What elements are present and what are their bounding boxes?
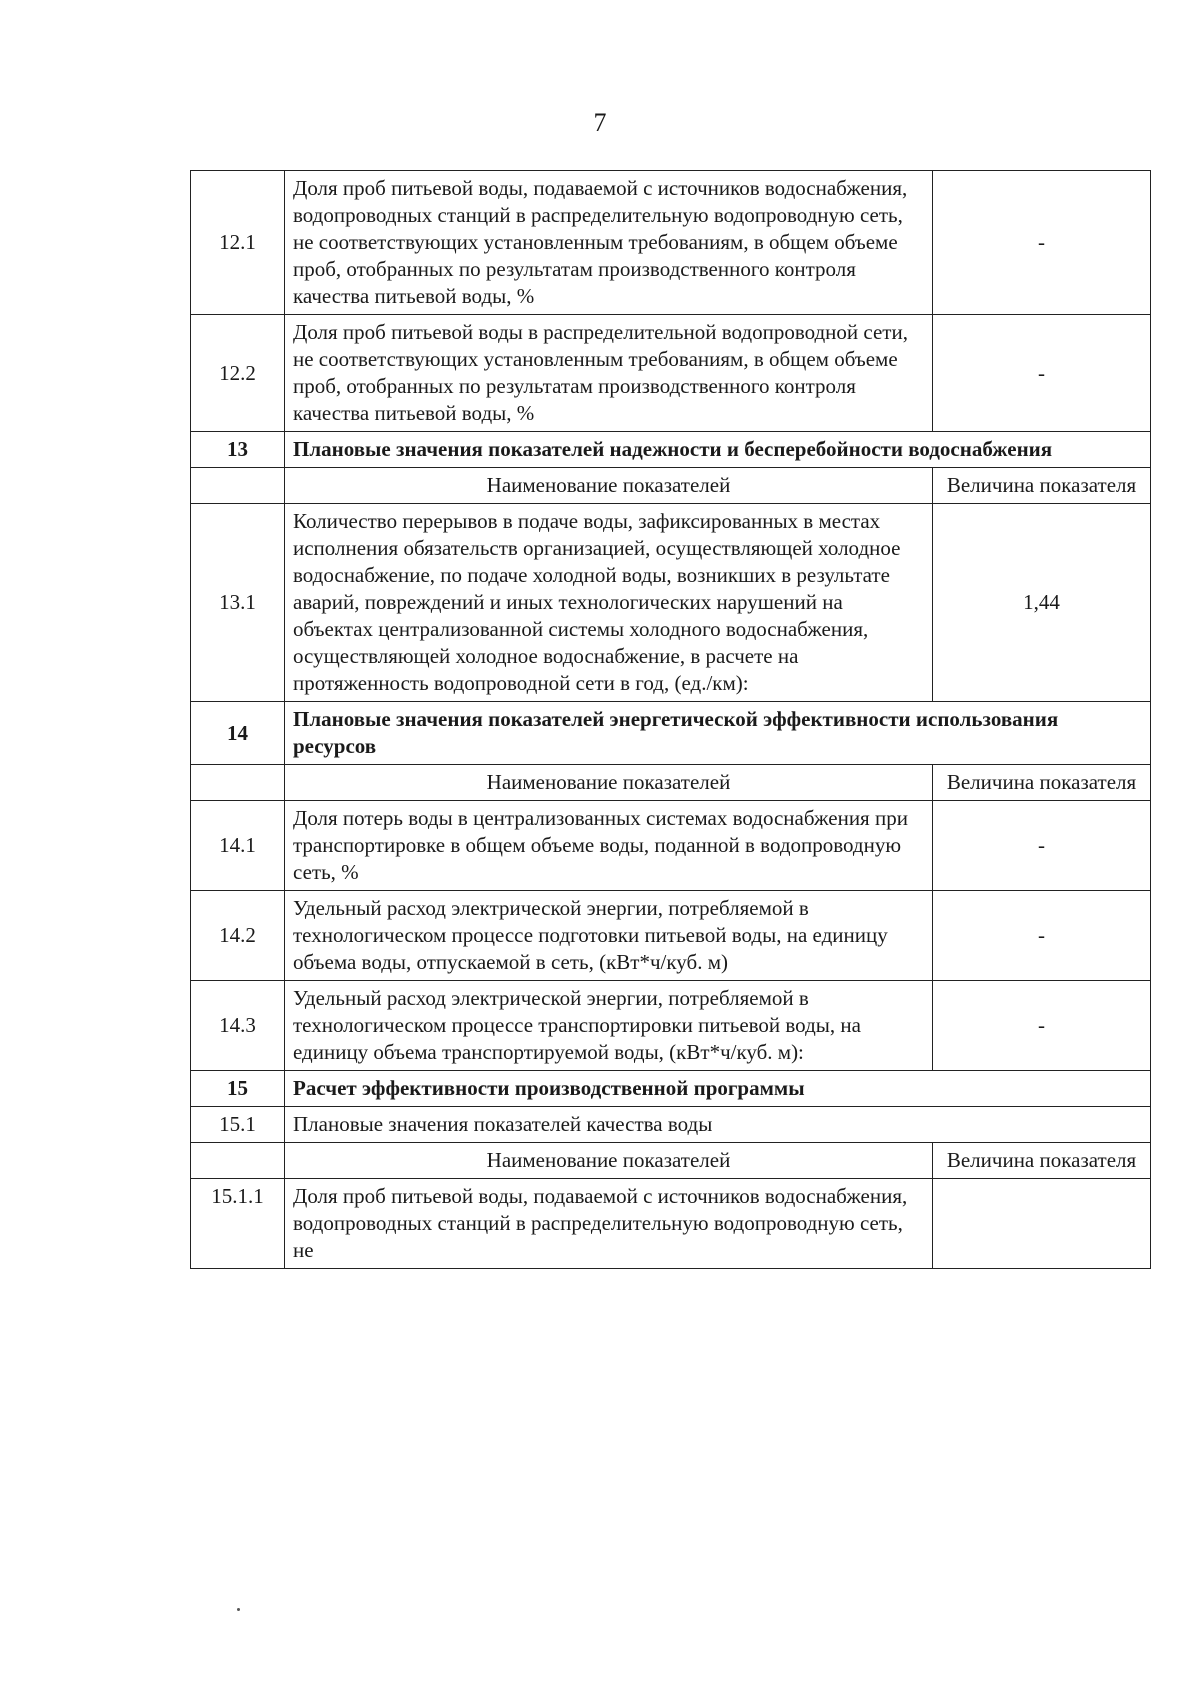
indicator-name: Количество перерывов в подаче воды, зафиксированных в местах исполнения обязательств организацией, осуществляющей холодное водоснабжение, по подаче холодной воды, возникших в результате аварий, повреждений и иных технологических нарушений на объектах централизованной системы холодного водоснабжения, осуществляющей холодное водоснабжение, в расчете на протяженность водопроводной сети в год, (ед./км): [285,504,933,702]
indicator-name: Доля проб питьевой воды, подаваемой с источников водоснабжения, водопроводных станций в распределительную водопроводную сеть, не соответствующих установленным требованиям, в общем объеме проб, отобранных по результатам производственного контроля качества питьевой воды, % [285,171,933,315]
indicator-value [933,1179,1151,1269]
column-header-name: Наименование показателей [285,468,933,504]
section-title: Плановые значения показателей энергетической эффективности использования ресурсов [285,702,1151,765]
header-empty-cell [191,1143,285,1179]
table-row [191,432,1151,468]
header-empty-cell [191,765,285,801]
table-row [191,1143,1151,1179]
column-header-value: Величина показателя [933,765,1151,801]
column-header-name: Наименование показателей [285,765,933,801]
indicator-name: Доля проб питьевой воды в распределительной водопроводной сети, не соответствующих установленным требованиям, в общем объеме проб, отобранных по результатам производственного контроля качества питьевой воды, % [285,315,933,432]
row-number: 14.1 [191,801,285,891]
indicator-name: Удельный расход электрической энергии, потребляемой в технологическом процессе подготовки питьевой воды, на единицу объема воды, отпускаемой в сеть, (кВт*ч/куб. м) [285,891,933,981]
row-number: 14.3 [191,981,285,1071]
column-header-value: Величина показателя [933,1143,1151,1179]
row-number: 12.1 [191,171,285,315]
header-empty-cell [191,468,285,504]
indicator-value: - [933,801,1151,891]
section-title: Расчет эффективности производственной программы [285,1071,1151,1107]
row-number: 15.1.1 [191,1179,285,1269]
table-row [191,891,1151,981]
indicator-value: - [933,315,1151,432]
indicator-name: Доля проб питьевой воды, подаваемой с источников водоснабжения, водопроводных станций в распределительную водопроводную сеть, не [285,1179,933,1269]
section-number: 13 [191,432,285,468]
indicators-table [190,170,1151,1269]
table-row [191,504,1151,702]
section-number: 14 [191,702,285,765]
subsection-title: Плановые значения показателей качества воды [285,1107,1151,1143]
table-row [191,981,1151,1071]
indicator-name: Удельный расход электрической энергии, потребляемой в технологическом процессе транспортировки питьевой воды, на единицу объема транспортируемой воды, (кВт*ч/куб. м): [285,981,933,1071]
page-number: 7 [593,108,607,137]
section-number: 15 [191,1071,285,1107]
indicator-value: - [933,171,1151,315]
table-row [191,1179,1151,1269]
indicator-value: - [933,981,1151,1071]
table-row [191,702,1151,765]
table-row [191,1071,1151,1107]
section-title: Плановые значения показателей надежности и бесперебойности водоснабжения [285,432,1151,468]
table-row [191,801,1151,891]
indicator-value: - [933,891,1151,981]
row-number: 13.1 [191,504,285,702]
table-row [191,765,1151,801]
table-row [191,171,1151,315]
row-number: 14.2 [191,891,285,981]
table-row [191,315,1151,432]
row-number: 12.2 [191,315,285,432]
indicator-name: Доля потерь воды в централизованных системах водоснабжения при транспортировке в общем объеме воды, поданной в водопроводную сеть, % [285,801,933,891]
subsection-number: 15.1 [191,1107,285,1143]
table-row [191,1107,1151,1143]
scan-speck [237,1608,240,1611]
column-header-name: Наименование показателей [285,1143,933,1179]
indicator-value: 1,44 [933,504,1151,702]
table-row [191,468,1151,504]
column-header-value: Величина показателя [933,468,1151,504]
